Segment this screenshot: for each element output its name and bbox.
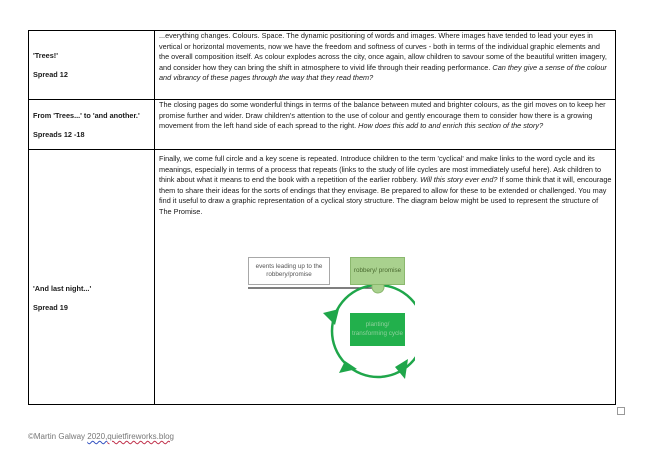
guidance-text: [155, 31, 615, 99]
footer-year: 2020,: [87, 432, 108, 441]
section-spread: Spreads 12 -18: [33, 129, 85, 139]
guidance-question: Can they give a sense of the colour and vibrancy of these pages through the way that they read them?: [159, 62, 607, 82]
guidance-text: [155, 100, 615, 149]
guidance-plain: Finally, we come full circle and a key scene is repeated. Introduce children to the term 'cyclical' and make links to the word cycle and its meanings, especially in terms of a process that repeats (links to the study of life cycles are most immediately useful here). Ask children to think about what it means to end the book with a repetition of the earlier robbery.: [159, 154, 602, 184]
robbery-box: robbery/ promise: [350, 257, 405, 285]
section-title: From 'Trees...' to 'and another.': [33, 110, 140, 120]
footer-site: quietfireworks.blog: [107, 432, 174, 441]
events-box: events leading up to the robbery/promise: [248, 257, 330, 285]
table-end-marker: [617, 407, 625, 415]
guidance-question: How does this add to and enrich this section of the story?: [358, 121, 544, 130]
section-spread: Spread 12: [33, 70, 68, 79]
guidance-plain: If some think that it will, encourage them to share their ideas for the sorts of endings that they envisage. Be prepared to allow for these to be extended or challenged. You may find it useful to draw a graphic representation of a cyclical story structure. The diagram below might be used to represent the structure of The Promise.: [159, 175, 612, 216]
section-cell: [29, 150, 155, 404]
table-row: [29, 31, 615, 100]
arrow-icon: [395, 359, 408, 379]
guidance-plain: ...everything changes. Colours. Space. The dynamic positioning of words and images. Where images have tended to lead your eyes in vertical or horizontal movements, now we have the freedom and softness of curves - both in terms of the individual graphic elements and the overall composition itself. As colour explodes across the city, once again, allow children to savour some of the beautiful written imagery, and consider how they can bring the shift in atmosphere to vivid life through their reading performance.: [159, 31, 607, 72]
section-title: 'And last night...': [33, 284, 92, 293]
arrow-icon: [323, 309, 339, 325]
guidance-question: Will this story ever end?: [420, 175, 498, 184]
section-cell: [29, 31, 155, 99]
footer-credit: [28, 432, 174, 441]
planting-box: planting/ transforming cycle: [350, 313, 405, 346]
section-title: 'Trees!': [33, 51, 58, 60]
cycle-diagram: [245, 255, 415, 385]
table-row: [29, 100, 615, 150]
guidance-plain: The closing pages do some wonderful things in terms of the balance between muted and brighter colours, as the girl moves on to keep her promise further and wider. Draw children's attention to the use of colour and gently encourage them to consider how there is a growing movement from the left hand side of each spread to the right.: [159, 100, 606, 130]
section-spread: Spread 19: [33, 303, 68, 312]
footer-author: ©Martin Galway: [28, 432, 86, 441]
section-cell: [29, 100, 155, 149]
